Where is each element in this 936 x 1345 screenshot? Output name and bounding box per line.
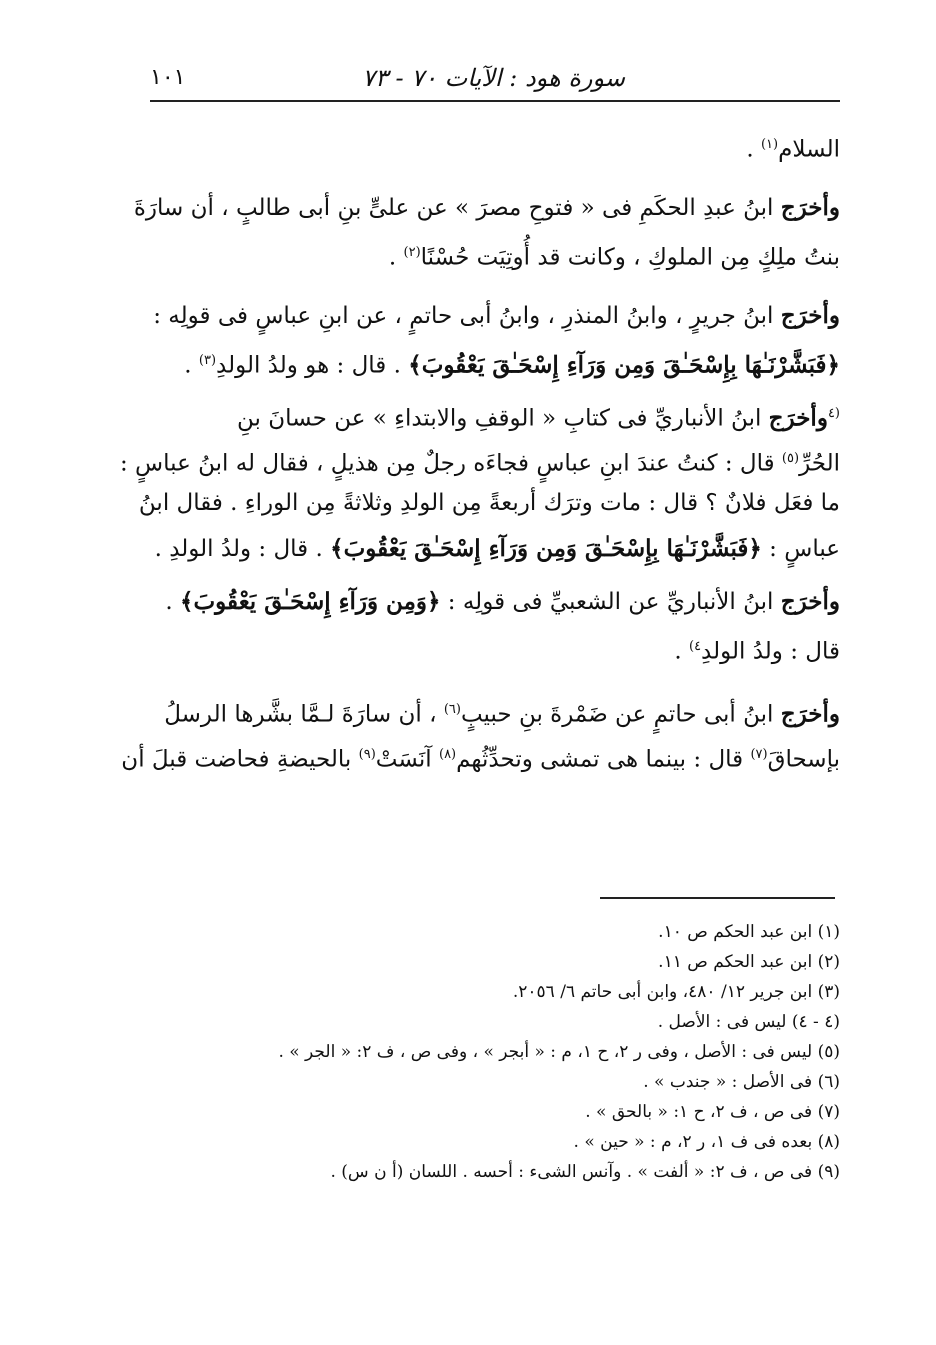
text-run: ابنُ الأنباريِّ عن الشعبيِّ فى قولِه : (440, 589, 781, 615)
footnote: (٣) ابن جرير ١٢/ ٤٨٠، وابن أبى حاتم ٦/ ٢٠٥٦. (512, 982, 840, 1002)
paragraph-3 (150, 293, 840, 383)
footnote: (٨) بعده فى ف ١، ر ٢، م : « حين » . (573, 1132, 840, 1152)
page-number: ١٠١ (150, 65, 186, 90)
quran-verse: ﴿فَبَشَّرْنَـٰهَا بِإِسْحَـٰقَ وَمِن وَرَآءِ إِسْحَـٰقَ يَعْقُوبَ﴾ (330, 535, 762, 562)
footnotes (150, 917, 840, 1187)
text-run: ابنُ عبدِ الحكَمِ فى « فتوحِ مصرَ » عن علىٍّ بنِ أبى طالبٍ ، أن سارَةَ (133, 195, 781, 221)
text-run: السلام (778, 136, 840, 163)
quran-verse: ﴿وَمِن وَرَآءِ إِسْحَـٰقَ يَعْقُوبَ﴾ (180, 588, 441, 615)
text-run: ابنُ جريرٍ ، وابنُ المنذرِ ، وابنُ أبى حاتمٍ ، عن ابنِ عباسٍ فى قولِه : (153, 303, 781, 329)
footnote-ref: (٥) (781, 451, 800, 466)
text-run: . (746, 136, 761, 163)
footnote: (١) ابن عبد الحكم ص ١٠. (658, 922, 840, 942)
text-run: . (388, 244, 404, 271)
page-header (150, 55, 840, 102)
footnote-ref: (٣) (198, 353, 217, 368)
text-run: بالحيضةِ فحاضت قبلَ أن (121, 746, 359, 773)
text-run: . قال : هو ولدُ الولدِ (216, 352, 409, 379)
text-run: قال : ولدُ الولدِ (701, 638, 840, 665)
footnote-ref: (٨) (438, 747, 457, 762)
lead-word: وأخرَج (780, 194, 840, 221)
lead-word: وأخرَج (768, 404, 828, 432)
text-run: ، أن سارَةَ لـمَّا بشَّرها الرسلُ (164, 701, 444, 728)
main-text (120, 122, 840, 777)
text-run: . (184, 352, 199, 379)
text-run: قال : بينما هى تمشى وتحدِّثُهم (456, 746, 751, 773)
footnote-ref: ٤) (688, 639, 702, 654)
text-run: الحُرِّ (799, 450, 840, 477)
paragraph-6 (121, 687, 840, 777)
text-run: آنَسَتْ (375, 746, 439, 773)
text-run: قال : كنتُ عندَ ابنِ عباسٍ فجاءَه رجلٌ مِن هذيلٍ ، فقال له ابنُ عباسٍ : (120, 450, 782, 477)
lead-word: وأخرَج (780, 700, 840, 728)
footnote-divider (600, 897, 835, 899)
text-run: بنتُ ملِكٍ مِن الملوكِ ، وكانت قد أُوتِيَت حُسْنًا (420, 244, 840, 271)
footnote-ref: (١) (760, 137, 779, 152)
quran-verse: ﴿فَبَشَّرْنَـٰهَا بِإِسْحَـٰقَ وَمِن وَرَآءِ إِسْحَـٰقَ يَعْقُوبَ﴾ (408, 351, 840, 379)
text-run: عباسٍ : (761, 536, 840, 562)
text-run: ابنُ الأنباريِّ فى كتابِ « الوقفِ والابتداءِ » عن حسانَ بنِ (237, 405, 769, 432)
lead-word: وأخرَج (780, 588, 840, 615)
text-run: بإسحاقَ (767, 746, 840, 773)
footnote: (٧) فى ص ، ف ٢، ح ١: « بالحق » . (585, 1102, 840, 1122)
paragraph-2 (133, 185, 840, 275)
running-title: سورة هود : الآيات ٧٠ - ٧٣ (362, 63, 625, 92)
footnote-ref: (٦) (443, 702, 461, 717)
footnote-ref: (٤ (827, 406, 840, 421)
footnote-ref: (٧) (750, 747, 768, 762)
footnote: (٢) ابن عبد الحكم ص ١١. (658, 952, 840, 972)
paragraph-4 (120, 391, 840, 571)
footnote: (٦) فى الأصل : « جندب » . (643, 1072, 840, 1092)
paragraph-5 (150, 579, 840, 669)
text-run: . قال : ولدُ الولدِ . (154, 536, 331, 562)
text-run: ما فعَل فلانٌ ؟ قال : مات وترَك أربعةً مِن الولدِ وثلاثةً مِن الوراءِ . فقال ابنُ (138, 490, 840, 516)
text-run: . (674, 638, 689, 665)
lead-word: وأخرَج (780, 302, 840, 329)
text-run: ابنُ أبى حاتمٍ عن ضَمْرةَ بنِ حبيبٍ (460, 701, 781, 728)
text-run: . (165, 589, 181, 615)
footnote-ref: (٩) (358, 747, 376, 762)
footnote: (٥) ليس فى : الأصل ، وفى ر ٢، ح ١، م : « أبجر » ، وفى ص ، ف ٢: « الجر » . (278, 1042, 840, 1062)
footnote-ref: (٢) (403, 245, 421, 260)
footnote: (٩) فى ص ، ف ٢: « ألفت » . وآنس الشىء : أحسه . اللسان (أ ن س) . (330, 1162, 840, 1182)
footnote: (٤ - ٤) ليس فى : الأصل . (657, 1012, 840, 1032)
paragraph-1 (150, 122, 840, 167)
